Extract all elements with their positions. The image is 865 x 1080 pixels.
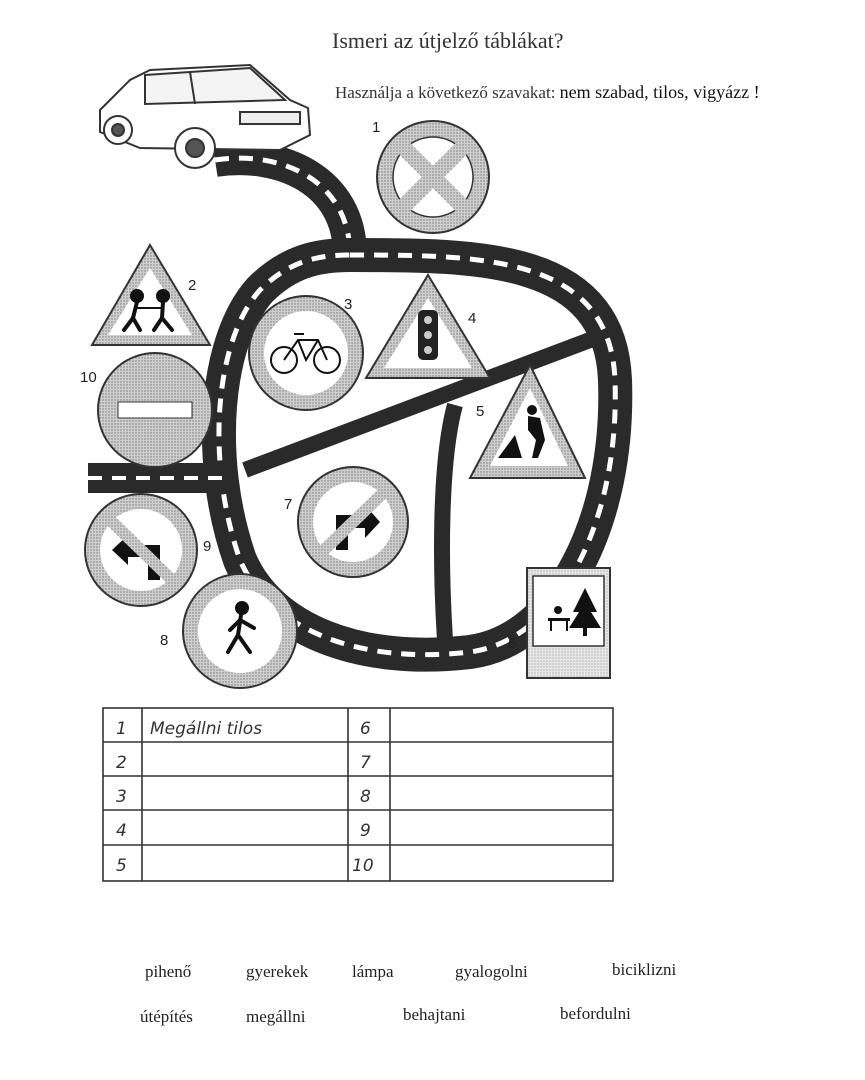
table-row-1-answer: Megállni tilos — [150, 719, 263, 739]
sign-10-no-entry — [98, 353, 212, 467]
table-row-7-number: 7 — [360, 753, 371, 773]
sign-9-no-left-turn — [85, 494, 197, 606]
sign-number-3: 3 — [344, 296, 353, 313]
word-bank-item: gyerekek — [246, 962, 309, 981]
sign-number-10: 10 — [80, 369, 97, 386]
sign-number-2: 2 — [188, 277, 197, 294]
sign-3-no-bicycles — [249, 296, 363, 410]
sign-8-no-pedestrians — [183, 574, 297, 688]
instruction-words: nem szabad, tilos, vigyázz ! — [559, 82, 760, 102]
table-row-6-number: 6 — [360, 719, 371, 739]
word-bank-item: biciklizni — [612, 960, 677, 979]
table-row-5-number: 5 — [116, 856, 127, 876]
sign-7-no-right-turn — [298, 467, 408, 577]
sign-number-9: 9 — [203, 538, 212, 555]
word-bank-item: gyalogolni — [455, 962, 528, 981]
table-row-4-number: 4 — [116, 821, 127, 841]
word-bank-item: útépítés — [140, 1007, 193, 1026]
table-row-2-number: 2 — [116, 753, 127, 773]
sign-number-5: 5 — [476, 403, 485, 420]
table-row-10-number: 10 — [352, 856, 374, 876]
table-row-1-number: 1 — [116, 719, 127, 739]
word-bank-item: megállni — [246, 1007, 306, 1026]
table-row-8-number: 8 — [360, 787, 371, 807]
word-bank-item: lámpa — [352, 962, 394, 981]
sign-number-4: 4 — [468, 310, 477, 327]
sign-number-7: 7 — [284, 496, 293, 513]
page-title: Ismeri az útjelző táblákat? — [332, 28, 564, 53]
sign-number-1: 1 — [372, 119, 381, 136]
table-row-9-number: 9 — [360, 821, 371, 841]
word-bank-item: pihenő — [145, 962, 192, 981]
sign-2-children — [92, 245, 210, 345]
sign-6-rest-area — [527, 568, 610, 678]
sign-number-8: 8 — [160, 632, 169, 649]
word-bank-item: behajtani — [403, 1005, 466, 1024]
instruction-prefix: Használja a következő szavakat: — [335, 83, 556, 102]
sign-1-no-stopping — [377, 121, 489, 233]
word-bank-item: befordulni — [560, 1004, 631, 1023]
table-row-3-number: 3 — [116, 787, 127, 807]
sign-number-6: 6 — [508, 635, 517, 652]
